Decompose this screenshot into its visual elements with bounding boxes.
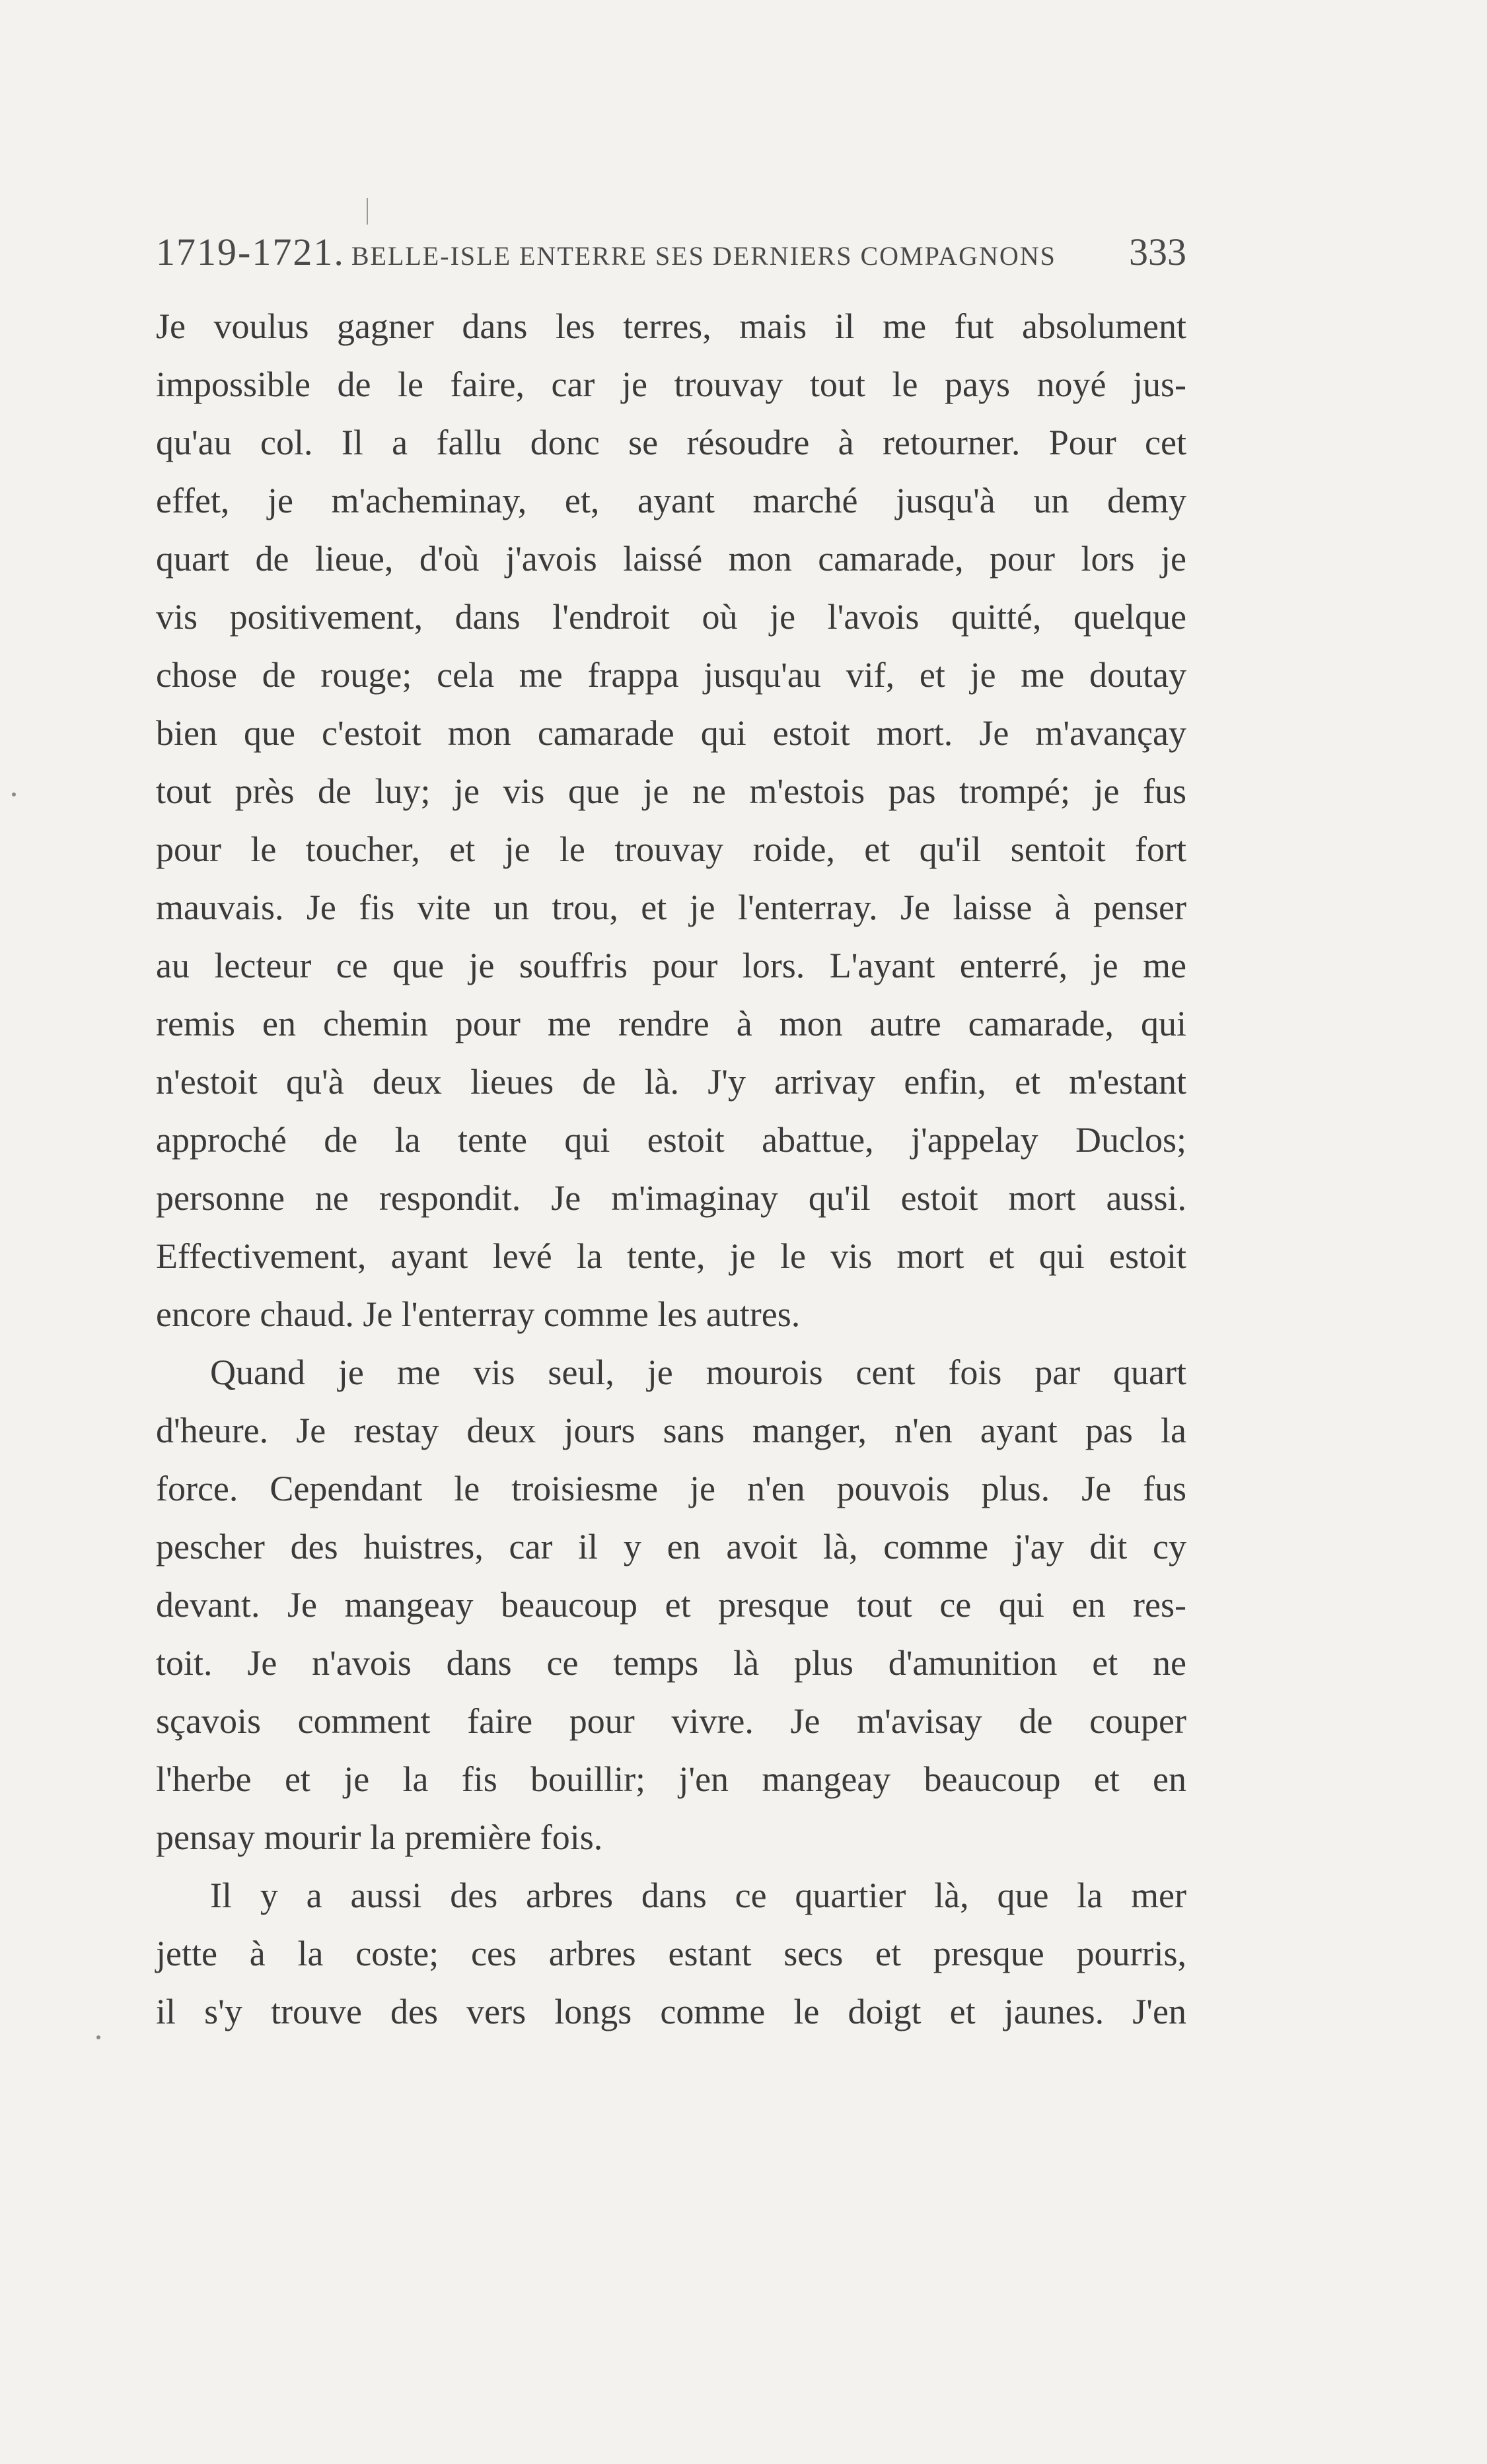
text-line: il s'y trouve des vers longs comme le doigt et jaunes. J'en [156,1992,1186,2031]
text-line: toit. Je n'avois dans ce temps là plus d'amunition et ne [156,1643,1186,1683]
text-line: l'herbe et je la fis bouillir; j'en mangeay beaucoup et en [156,1759,1186,1799]
running-head-years: 1719-1721. [156,230,345,273]
text-line: pour le toucher, et je le trouvay roide, et qu'il sentoit fort [156,829,1186,869]
text-line: qu'au col. Il a fallu donc se résoudre à retourner. Pour cet [156,423,1186,462]
text-line: Il y a aussi des arbres dans ce quartier là, que la mer [210,1876,1186,1915]
margin-speck [12,792,16,796]
text-line: sçavois comment faire pour vivre. Je m'avisay de couper [156,1701,1186,1741]
page-number: 333 [1129,230,1186,273]
text-line: impossible de le faire, car je trouvay tout le pays noyé jus- [156,365,1186,404]
text-line: tout près de luy; je vis que je ne m'estois pas trompé; je fus [156,771,1186,811]
text-line: jette à la coste; ces arbres estant secs et presque pourris, [156,1934,1186,1973]
margin-speck [96,2035,100,2039]
text-line: personne ne respondit. Je m'imaginay qu'il estoit mort aussi. [156,1178,1186,1218]
running-head-title: BELLE-ISLE ENTERRE SES DERNIERS COMPAGNONS [351,241,1056,271]
text-line: bien que c'estoit mon camarade qui estoit mort. Je m'avançay [156,713,1186,753]
text-line: au lecteur ce que je souffris pour lors. L'ayant enterré, je me [156,946,1186,985]
text-line: chose de rouge; cela me frappa jusqu'au vif, et je me doutay [156,655,1186,695]
text-line: encore chaud. Je l'enterray comme les autres. [156,1294,801,1334]
text-line: approché de la tente qui estoit abattue, j'appelay Duclos; [156,1120,1186,1160]
page-mark [367,198,368,225]
text-line: Quand je me vis seul, je mourois cent fois par quart [210,1353,1186,1392]
text-line: Je voulus gagner dans les terres, mais il me fut absolument [156,306,1186,346]
text-line: quart de lieue, d'où j'avois laissé mon camarade, pour lors je [156,539,1186,579]
text-line: pescher des huistres, car il y en avoit là, comme j'ay dit cy [156,1527,1186,1566]
text-line: vis positivement, dans l'endroit où je l'avois quitté, quelque [156,597,1186,637]
text-line: devant. Je mangeay beaucoup et presque tout ce qui en res- [156,1585,1186,1625]
text-line: effet, je m'acheminay, et, ayant marché jusqu'à un demy [156,481,1186,520]
text-line: mauvais. Je fis vite un trou, et je l'enterray. Je laisse à penser [156,888,1186,927]
running-head [156,230,1186,276]
text-line: remis en chemin pour me rendre à mon autre camarade, qui [156,1004,1186,1043]
text-line: force. Cependant le troisiesme je n'en pouvois plus. Je fus [156,1469,1186,1508]
text-line: Effectivement, ayant levé la tente, je le vis mort et qui estoit [156,1236,1186,1276]
text-line: n'estoit qu'à deux lieues de là. J'y arrivay enfin, et m'estant [156,1062,1186,1102]
body-text [156,297,1186,2041]
text-line: d'heure. Je restay deux jours sans manger, n'en ayant pas la [156,1411,1186,1450]
text-line: pensay mourir la première fois. [156,1817,603,1857]
